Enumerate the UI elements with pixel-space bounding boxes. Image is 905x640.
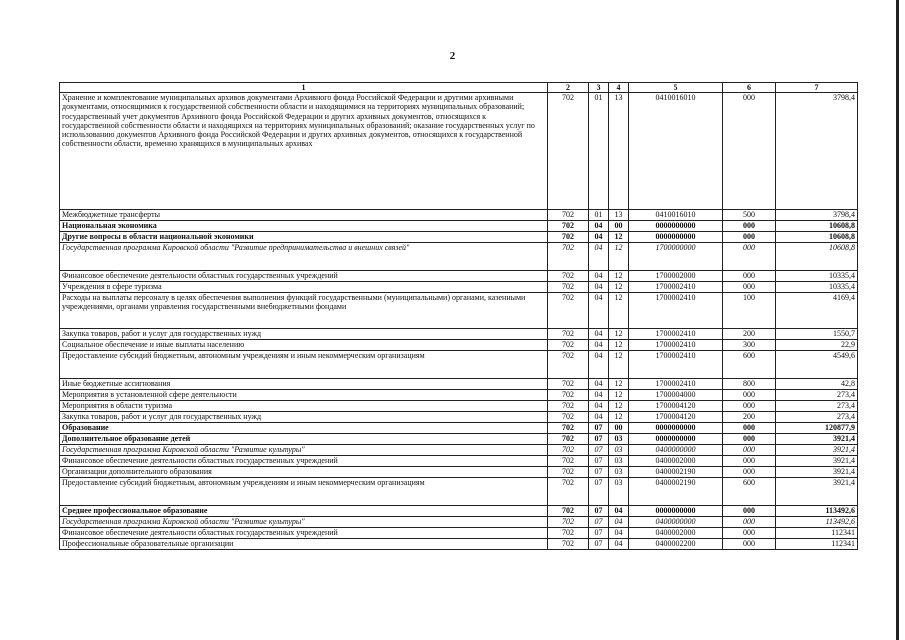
subsection-code-cell: 13 bbox=[609, 93, 629, 210]
section-code-cell: 04 bbox=[589, 243, 609, 271]
expense-name-cell: Учреждения в сфере туризма bbox=[60, 282, 548, 293]
ministry-code-cell: 702 bbox=[548, 282, 589, 293]
expense-type-cell: 600 bbox=[723, 478, 776, 506]
header-col-3: 3 bbox=[589, 83, 609, 93]
amount-cell: 120877,9 bbox=[776, 423, 858, 434]
amount-cell: 3921,4 bbox=[776, 445, 858, 456]
ministry-code-cell: 702 bbox=[548, 243, 589, 271]
expense-type-cell: 000 bbox=[723, 528, 776, 539]
expense-name-cell: Другие вопросы в области национальной экономики bbox=[60, 232, 548, 243]
subsection-code-cell: 12 bbox=[609, 282, 629, 293]
amount-cell: 3921,4 bbox=[776, 434, 858, 445]
expense-type-cell: 000 bbox=[723, 93, 776, 210]
ministry-code-cell: 702 bbox=[548, 401, 589, 412]
expense-type-cell: 000 bbox=[723, 423, 776, 434]
expense-name-cell: Хранение и комплектование муниципальных архивов документами Архивного фонда Российской Федерации и другими архивными документами, относящимися к государственной собственности области и находящимися на территориях муниципальных образований; государственный учет документов Архивного фонда Российской Федерации и других архивных документов, относящихся к государственной собственности области и находящихся на территориях муниципальных образований; оказание государственных услуг по использованию документов Архивного фонда Российской Федерации и других архивных документов, относящихся к государственной собственности области, временно хранящихся в муниципальных архивах bbox=[60, 93, 548, 210]
subsection-code-cell: 04 bbox=[609, 539, 629, 550]
subsection-code-cell: 03 bbox=[609, 456, 629, 467]
section-code-cell: 04 bbox=[589, 329, 609, 340]
ministry-code-cell: 702 bbox=[548, 506, 589, 517]
table-row bbox=[60, 293, 858, 329]
section-code-cell: 01 bbox=[589, 210, 609, 221]
subsection-code-cell: 04 bbox=[609, 506, 629, 517]
subsection-code-cell: 12 bbox=[609, 351, 629, 379]
section-code-cell: 04 bbox=[589, 401, 609, 412]
target-article-cell: 1700002410 bbox=[629, 282, 723, 293]
target-article-cell: 0410016010 bbox=[629, 210, 723, 221]
subsection-code-cell: 12 bbox=[609, 271, 629, 282]
expense-type-cell: 500 bbox=[723, 210, 776, 221]
amount-cell: 4169,4 bbox=[776, 293, 858, 329]
expense-type-cell: 000 bbox=[723, 539, 776, 550]
ministry-code-cell: 702 bbox=[548, 412, 589, 423]
expense-type-cell: 100 bbox=[723, 293, 776, 329]
subsection-code-cell: 04 bbox=[609, 528, 629, 539]
header-col-1: 1 bbox=[60, 83, 548, 93]
page-number: 2 bbox=[449, 50, 456, 62]
amount-cell: 10608,8 bbox=[776, 243, 858, 271]
subsection-code-cell: 12 bbox=[609, 390, 629, 401]
expense-name-cell: Закупка товаров, работ и услуг для государственных нужд bbox=[60, 329, 548, 340]
target-article-cell: 0400002190 bbox=[629, 478, 723, 506]
section-code-cell: 04 bbox=[589, 232, 609, 243]
expense-name-cell: Финансовое обеспечение деятельности областных государственных учреждений bbox=[60, 271, 548, 282]
section-code-cell: 07 bbox=[589, 467, 609, 478]
section-code-cell: 01 bbox=[589, 93, 609, 210]
target-article-cell: 0400002190 bbox=[629, 467, 723, 478]
section-code-cell: 07 bbox=[589, 528, 609, 539]
table-row bbox=[60, 401, 858, 412]
section-code-cell: 07 bbox=[589, 506, 609, 517]
amount-cell: 1550,7 bbox=[776, 329, 858, 340]
expense-name-cell: Финансовое обеспечение деятельности областных государственных учреждений bbox=[60, 528, 548, 539]
amount-cell: 3921,4 bbox=[776, 456, 858, 467]
subsection-code-cell: 12 bbox=[609, 232, 629, 243]
table-row bbox=[60, 351, 858, 379]
ministry-code-cell: 702 bbox=[548, 293, 589, 329]
subsection-code-cell: 03 bbox=[609, 445, 629, 456]
table-header bbox=[60, 83, 858, 93]
amount-cell: 22,9 bbox=[776, 340, 858, 351]
header-col-4: 4 bbox=[609, 83, 629, 93]
ministry-code-cell: 702 bbox=[548, 93, 589, 210]
subsection-code-cell: 00 bbox=[609, 423, 629, 434]
expense-name-cell: Государственная программа Кировской области "Развитие культуры" bbox=[60, 445, 548, 456]
expense-name-cell: Государственная программа Кировской области "Развитие культуры" bbox=[60, 517, 548, 528]
section-code-cell: 07 bbox=[589, 478, 609, 506]
amount-cell: 3921,4 bbox=[776, 478, 858, 506]
subsection-code-cell: 03 bbox=[609, 478, 629, 506]
amount-cell: 3798,4 bbox=[776, 210, 858, 221]
section-code-cell: 07 bbox=[589, 445, 609, 456]
table-row bbox=[60, 329, 858, 340]
expense-name-cell: Национальная экономика bbox=[60, 221, 548, 232]
subsection-code-cell: 04 bbox=[609, 517, 629, 528]
target-article-cell: 1700002410 bbox=[629, 351, 723, 379]
table-row bbox=[60, 412, 858, 423]
subsection-code-cell: 12 bbox=[609, 340, 629, 351]
target-article-cell: 1700004120 bbox=[629, 412, 723, 423]
section-code-cell: 04 bbox=[589, 340, 609, 351]
expense-name-cell: Среднее профессиональное образование bbox=[60, 506, 548, 517]
expense-name-cell: Дополнительное образование детей bbox=[60, 434, 548, 445]
ministry-code-cell: 702 bbox=[548, 379, 589, 390]
amount-cell: 112341 bbox=[776, 528, 858, 539]
section-code-cell: 07 bbox=[589, 539, 609, 550]
expense-name-cell: Государственная программа Кировской области "Развитие предпринимательства и внешних связей" bbox=[60, 243, 548, 271]
expense-type-cell: 800 bbox=[723, 379, 776, 390]
table-row bbox=[60, 379, 858, 390]
header-col-2: 2 bbox=[548, 83, 589, 93]
target-article-cell: 1700002410 bbox=[629, 340, 723, 351]
table-row bbox=[60, 467, 858, 478]
target-article-cell: 0000000000 bbox=[629, 506, 723, 517]
expense-name-cell: Межбюджетные трансферты bbox=[60, 210, 548, 221]
ministry-code-cell: 702 bbox=[548, 329, 589, 340]
section-code-cell: 04 bbox=[589, 221, 609, 232]
table-row bbox=[60, 390, 858, 401]
subsection-code-cell: 12 bbox=[609, 329, 629, 340]
subsection-code-cell: 12 bbox=[609, 293, 629, 329]
table-row bbox=[60, 434, 858, 445]
amount-cell: 113492,6 bbox=[776, 506, 858, 517]
table-row bbox=[60, 282, 858, 293]
header-col-6: 6 bbox=[723, 83, 776, 93]
target-article-cell: 0400002000 bbox=[629, 456, 723, 467]
ministry-code-cell: 702 bbox=[548, 467, 589, 478]
target-article-cell: 1700002410 bbox=[629, 329, 723, 340]
expense-name-cell: Мероприятия в области туризма bbox=[60, 401, 548, 412]
header-col-5: 5 bbox=[629, 83, 723, 93]
amount-cell: 42,8 bbox=[776, 379, 858, 390]
section-code-cell: 07 bbox=[589, 517, 609, 528]
subsection-code-cell: 12 bbox=[609, 401, 629, 412]
section-code-cell: 04 bbox=[589, 271, 609, 282]
ministry-code-cell: 702 bbox=[548, 390, 589, 401]
expense-name-cell: Закупка товаров, работ и услуг для государственных нужд bbox=[60, 412, 548, 423]
ministry-code-cell: 702 bbox=[548, 271, 589, 282]
target-article-cell: 1700002410 bbox=[629, 293, 723, 329]
expense-type-cell: 000 bbox=[723, 434, 776, 445]
target-article-cell: 1700000000 bbox=[629, 243, 723, 271]
expense-type-cell: 300 bbox=[723, 340, 776, 351]
target-article-cell: 0000000000 bbox=[629, 423, 723, 434]
expense-name-cell: Социальное обеспечение и иные выплаты населению bbox=[60, 340, 548, 351]
target-article-cell: 1700002410 bbox=[629, 379, 723, 390]
expense-type-cell: 000 bbox=[723, 232, 776, 243]
expense-type-cell: 000 bbox=[723, 445, 776, 456]
target-article-cell: 0400000000 bbox=[629, 517, 723, 528]
table-row bbox=[60, 423, 858, 434]
table-row bbox=[60, 478, 858, 506]
ministry-code-cell: 702 bbox=[548, 528, 589, 539]
expense-type-cell: 000 bbox=[723, 456, 776, 467]
target-article-cell: 0400000000 bbox=[629, 445, 723, 456]
amount-cell: 4549,6 bbox=[776, 351, 858, 379]
expense-type-cell: 000 bbox=[723, 282, 776, 293]
ministry-code-cell: 702 bbox=[548, 232, 589, 243]
ministry-code-cell: 702 bbox=[548, 478, 589, 506]
section-code-cell: 04 bbox=[589, 293, 609, 329]
section-code-cell: 04 bbox=[589, 390, 609, 401]
header-row bbox=[60, 83, 858, 93]
expense-name-cell: Расходы на выплаты персоналу в целях обеспечения выполнения функций государственными (муниципальными) органами, казенными учреждениями, органами управления государственными внебюджетными фондами bbox=[60, 293, 548, 329]
amount-cell: 3921,4 bbox=[776, 467, 858, 478]
table-row bbox=[60, 528, 858, 539]
header-col-7: 7 bbox=[776, 83, 858, 93]
target-article-cell: 1700004000 bbox=[629, 390, 723, 401]
ministry-code-cell: 702 bbox=[548, 340, 589, 351]
subsection-code-cell: 00 bbox=[609, 221, 629, 232]
target-article-cell: 1700002000 bbox=[629, 271, 723, 282]
section-code-cell: 04 bbox=[589, 379, 609, 390]
amount-cell: 3798,4 bbox=[776, 93, 858, 210]
ministry-code-cell: 702 bbox=[548, 517, 589, 528]
table-row bbox=[60, 210, 858, 221]
ministry-code-cell: 702 bbox=[548, 351, 589, 379]
target-article-cell: 0410016010 bbox=[629, 93, 723, 210]
expense-type-cell: 000 bbox=[723, 390, 776, 401]
amount-cell: 273,4 bbox=[776, 401, 858, 412]
table-row bbox=[60, 340, 858, 351]
expense-name-cell: Предоставление субсидий бюджетным, автономным учреждениям и иным некоммерческим организациям bbox=[60, 478, 548, 506]
section-code-cell: 07 bbox=[589, 434, 609, 445]
amount-cell: 10335,4 bbox=[776, 271, 858, 282]
subsection-code-cell: 13 bbox=[609, 210, 629, 221]
table-row bbox=[60, 539, 858, 550]
expense-type-cell: 000 bbox=[723, 401, 776, 412]
section-code-cell: 04 bbox=[589, 282, 609, 293]
expense-name-cell: Мероприятия в установленной сфере деятельности bbox=[60, 390, 548, 401]
section-code-cell: 04 bbox=[589, 412, 609, 423]
ministry-code-cell: 702 bbox=[548, 210, 589, 221]
ministry-code-cell: 702 bbox=[548, 423, 589, 434]
section-code-cell: 07 bbox=[589, 423, 609, 434]
expense-type-cell: 000 bbox=[723, 467, 776, 478]
target-article-cell: 0400002000 bbox=[629, 528, 723, 539]
amount-cell: 10335,4 bbox=[776, 282, 858, 293]
amount-cell: 113492,6 bbox=[776, 517, 858, 528]
amount-cell: 273,4 bbox=[776, 412, 858, 423]
page-edge-line bbox=[896, 0, 899, 640]
amount-cell: 10608,8 bbox=[776, 232, 858, 243]
expense-name-cell: Организации дополнительного образования bbox=[60, 467, 548, 478]
subsection-code-cell: 12 bbox=[609, 412, 629, 423]
table-row bbox=[60, 506, 858, 517]
expense-type-cell: 000 bbox=[723, 221, 776, 232]
ministry-code-cell: 702 bbox=[548, 445, 589, 456]
expense-name-cell: Профессиональные образовательные организации bbox=[60, 539, 548, 550]
section-code-cell: 04 bbox=[589, 351, 609, 379]
amount-cell: 10608,8 bbox=[776, 221, 858, 232]
expense-name-cell: Иные бюджетные ассигнования bbox=[60, 379, 548, 390]
target-article-cell: 0000000000 bbox=[629, 434, 723, 445]
expense-type-cell: 000 bbox=[723, 506, 776, 517]
section-code-cell: 07 bbox=[589, 456, 609, 467]
expense-type-cell: 000 bbox=[723, 271, 776, 282]
ministry-code-cell: 702 bbox=[548, 221, 589, 232]
expense-type-cell: 000 bbox=[723, 517, 776, 528]
target-article-cell: 1700004120 bbox=[629, 401, 723, 412]
target-article-cell: 0000000000 bbox=[629, 232, 723, 243]
subsection-code-cell: 03 bbox=[609, 434, 629, 445]
table-row bbox=[60, 93, 858, 210]
amount-cell: 273,4 bbox=[776, 390, 858, 401]
table-row bbox=[60, 456, 858, 467]
expense-name-cell: Образование bbox=[60, 423, 548, 434]
target-article-cell: 0400002200 bbox=[629, 539, 723, 550]
subsection-code-cell: 03 bbox=[609, 467, 629, 478]
ministry-code-cell: 702 bbox=[548, 434, 589, 445]
table-row bbox=[60, 445, 858, 456]
amount-cell: 112341 bbox=[776, 539, 858, 550]
expense-type-cell: 600 bbox=[723, 351, 776, 379]
table-row bbox=[60, 243, 858, 271]
expense-type-cell: 200 bbox=[723, 412, 776, 423]
expense-name-cell: Предоставление субсидий бюджетным, автономным учреждениям и иным некоммерческим организациям bbox=[60, 351, 548, 379]
subsection-code-cell: 12 bbox=[609, 379, 629, 390]
table-row bbox=[60, 271, 858, 282]
ministry-code-cell: 702 bbox=[548, 456, 589, 467]
budget-table bbox=[59, 82, 858, 550]
table-row bbox=[60, 221, 858, 232]
subsection-code-cell: 12 bbox=[609, 243, 629, 271]
table-row bbox=[60, 517, 858, 528]
target-article-cell: 0000000000 bbox=[629, 221, 723, 232]
expense-name-cell: Финансовое обеспечение деятельности областных государственных учреждений bbox=[60, 456, 548, 467]
table-body bbox=[60, 93, 858, 550]
expense-type-cell: 200 bbox=[723, 329, 776, 340]
table-row bbox=[60, 232, 858, 243]
ministry-code-cell: 702 bbox=[548, 539, 589, 550]
expense-type-cell: 000 bbox=[723, 243, 776, 271]
